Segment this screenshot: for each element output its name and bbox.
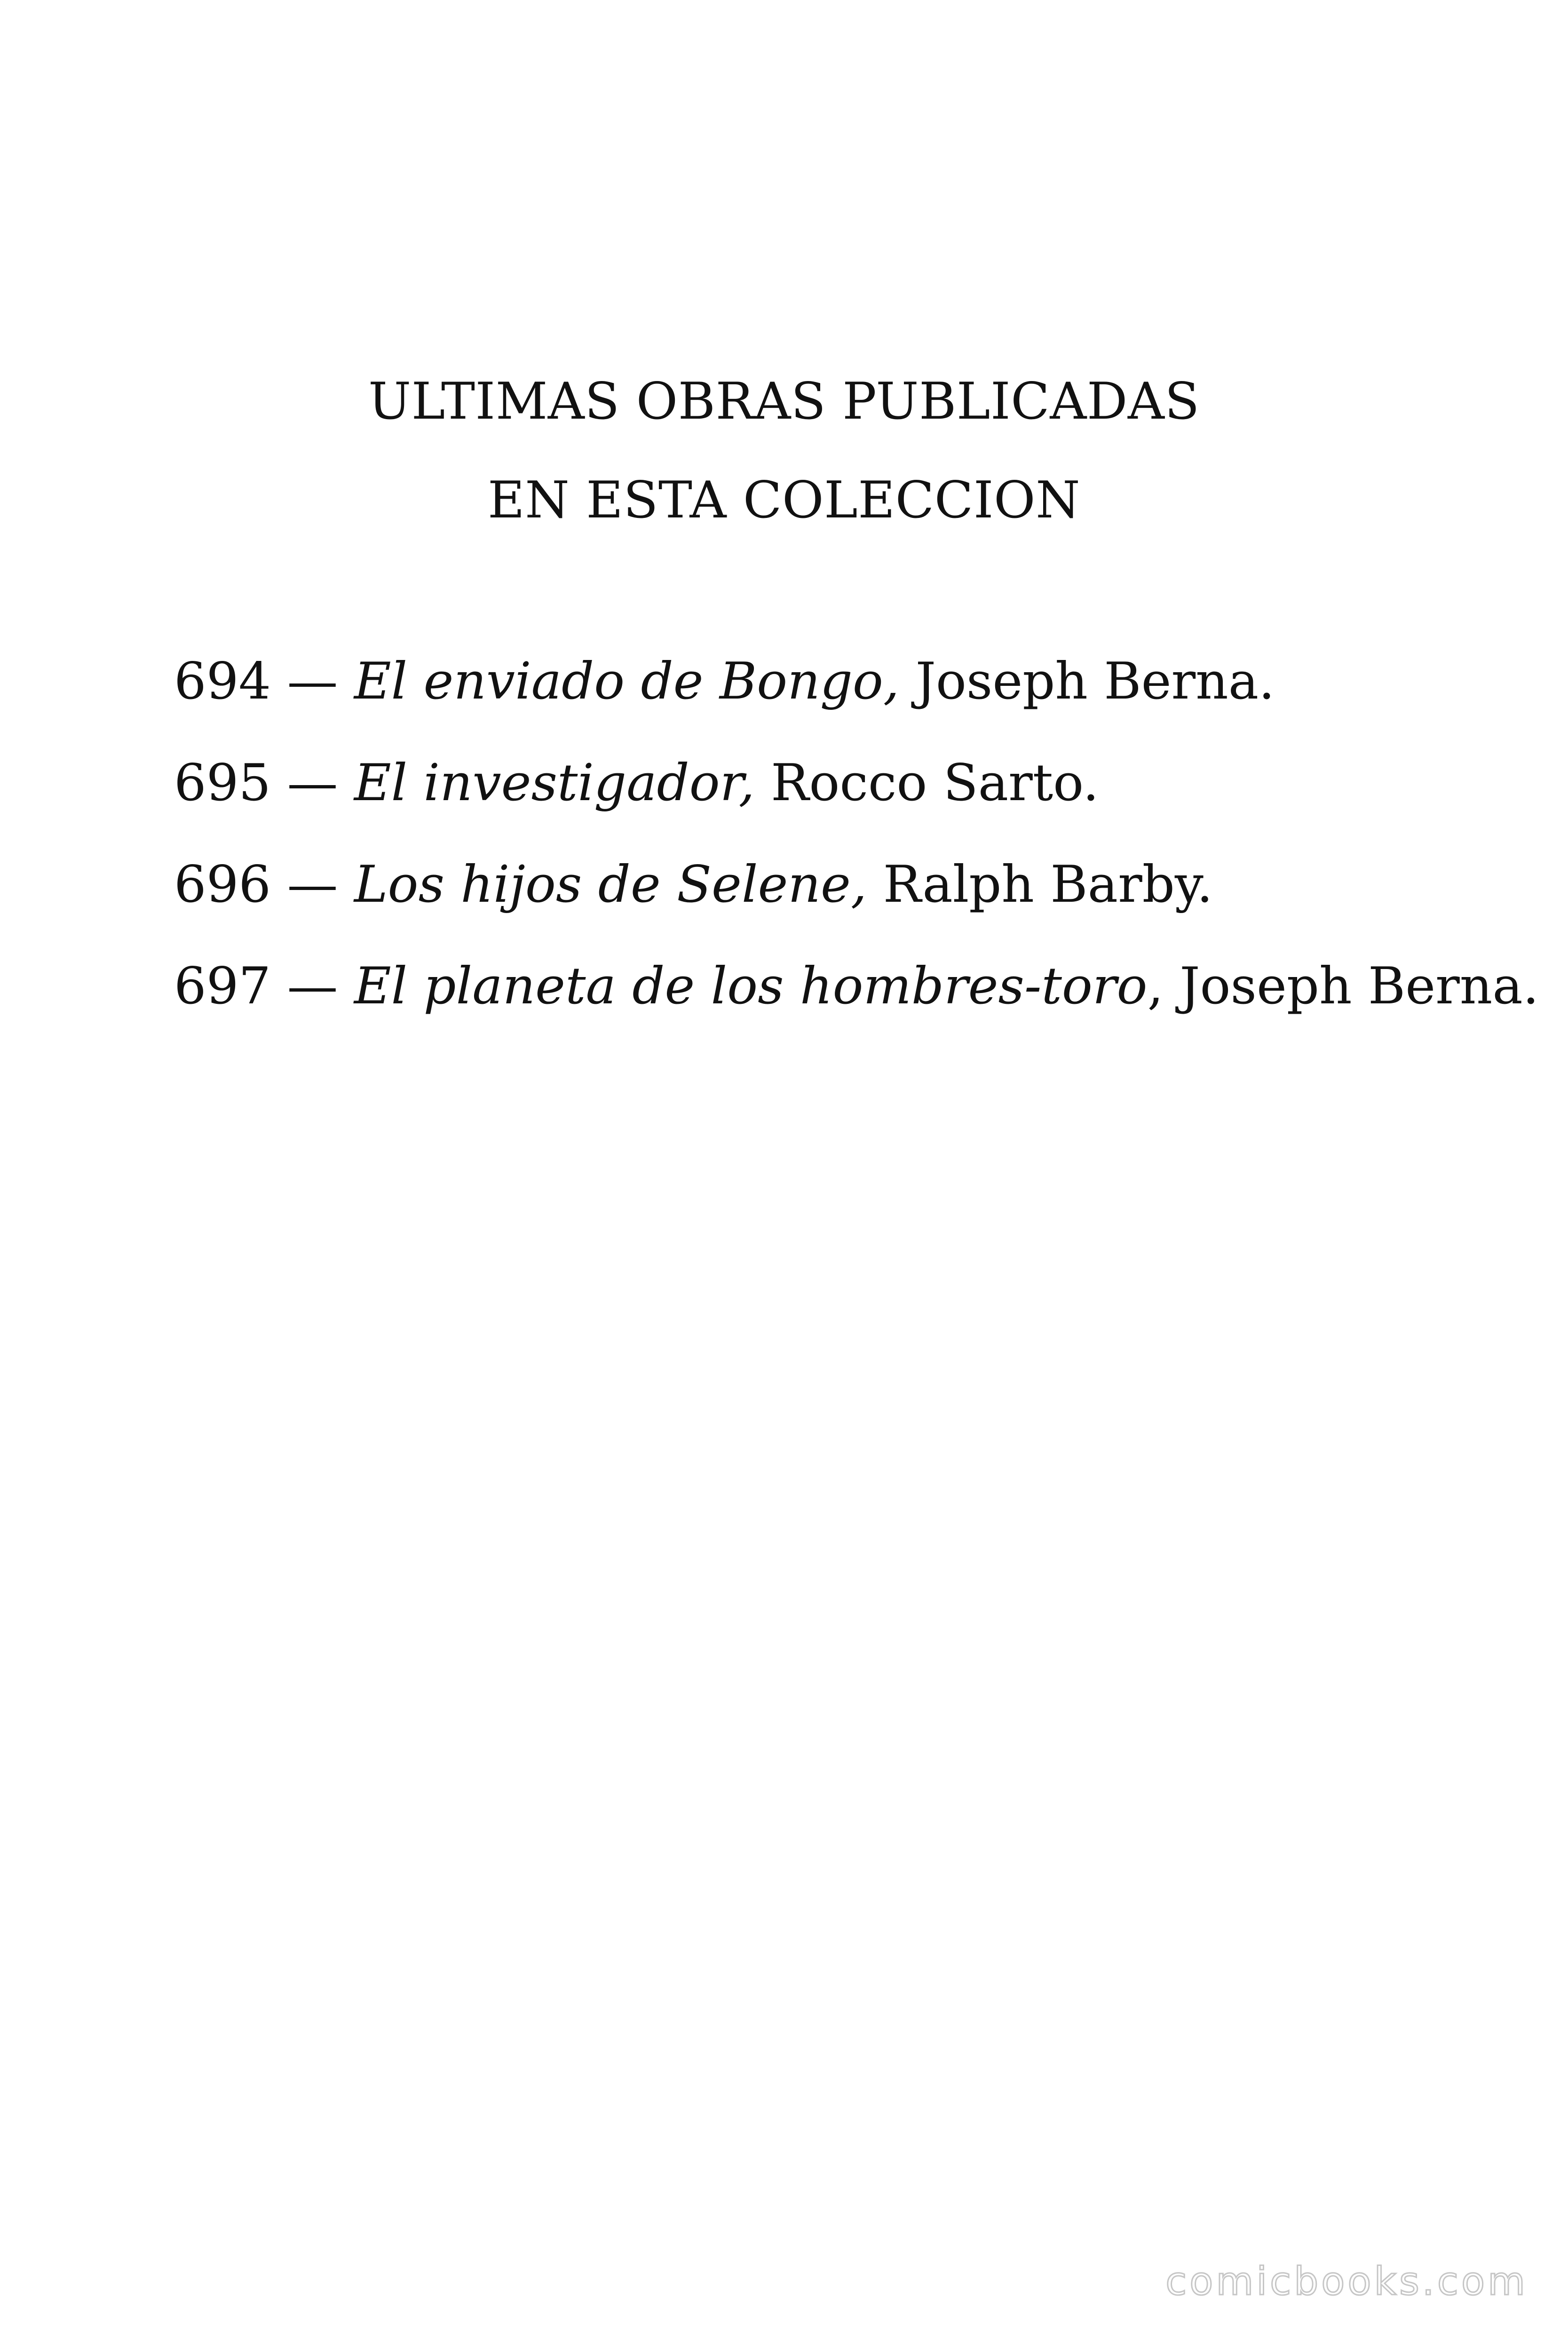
- entry-number: 694: [174, 652, 271, 711]
- list-item: [174, 957, 1539, 1016]
- published-works-list: [174, 652, 1539, 1063]
- entry-title: El planeta de los hombres-toro: [354, 957, 1148, 1016]
- entry-number: 695: [174, 754, 271, 812]
- entry-author: Ralph Barby.: [883, 855, 1213, 914]
- entry-author: , Joseph Berna.: [1147, 957, 1539, 1016]
- entry-title: El investigador,: [354, 754, 755, 812]
- entry-author: Rocco Sarto.: [771, 754, 1099, 812]
- heading-line-1: ULTIMAS OBRAS PUBLICADAS: [368, 372, 1200, 431]
- entry-title: El enviado de Bongo,: [354, 652, 900, 711]
- list-item: [174, 855, 1538, 914]
- entry-dash: —: [287, 855, 338, 914]
- entry-dash: —: [287, 652, 338, 711]
- entry-dash: —: [287, 754, 338, 812]
- heading-line-2: EN ESTA COLECCION: [487, 471, 1081, 530]
- entry-title: Los hijos de Selene,: [354, 855, 867, 914]
- entry-dash: —: [287, 957, 338, 1016]
- list-item: [174, 754, 1538, 812]
- watermark: comicbooks.com: [1165, 2259, 1528, 2304]
- list-item: [174, 652, 1538, 711]
- entry-number: 697: [174, 957, 271, 1016]
- entry-author: Joseph Berna.: [915, 652, 1275, 711]
- entry-number: 696: [174, 855, 271, 914]
